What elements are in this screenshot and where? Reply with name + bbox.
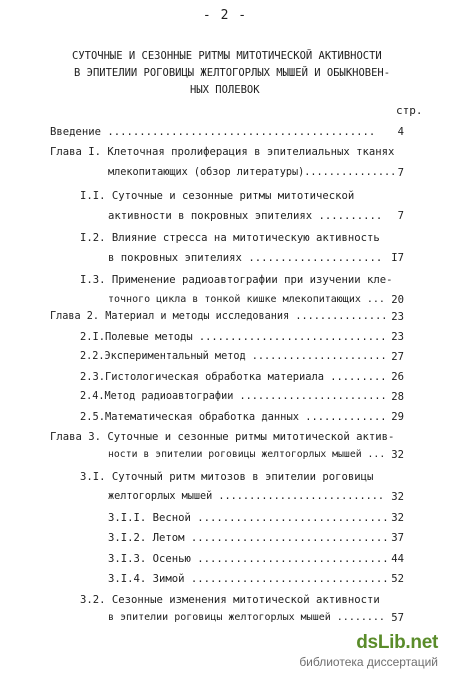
toc-entry-page: 4 — [397, 126, 404, 138]
toc-entry-text: млекопитающих (обзор литературы)............... — [108, 167, 397, 178]
watermark-subtitle: библиотека диссертаций — [299, 655, 438, 669]
toc-entry-text: Введение .......................................... — [50, 126, 376, 138]
toc-entry — [0, 508, 450, 528]
toc-entry-page: 28 — [391, 391, 404, 403]
toc-entry — [0, 590, 450, 610]
toc-entry-page: 23 — [391, 331, 404, 343]
toc-entry — [0, 427, 450, 447]
toc-entry-page: 32 — [391, 449, 404, 461]
title-line-2: В ЭПИТЕЛИИ РОГОВИЦЫ ЖЕЛТОГОРЛЫХ МЫШЕЙ И ОБЫКНОВЕН- — [74, 67, 391, 79]
toc-entry-text: 3.I. Суточный ритм митозов в эпителии роговицы — [80, 471, 374, 483]
toc-entry-text: 2.4.Метод радиоавтографии ........................ — [80, 391, 387, 402]
toc-entry-text: Глава 2. Материал и методы исследования ............... — [50, 311, 388, 322]
toc-entry — [0, 445, 450, 465]
toc-entry-text: Глава 3. Суточные и сезонные ритмы митотической актив- — [50, 431, 395, 443]
toc-entry — [0, 163, 450, 183]
toc-entry — [0, 347, 450, 367]
title-line-1: СУТОЧНЫЕ И СЕЗОННЫЕ РИТМЫ МИТОТИЧЕСКОЙ АКТИВНОСТИ — [72, 50, 382, 62]
toc-entry — [0, 387, 450, 407]
page-number: - 2 - — [202, 8, 248, 23]
toc-entry — [0, 270, 450, 290]
toc-entry-page: 44 — [391, 553, 404, 565]
toc-entry — [0, 367, 450, 387]
toc-entry-text: Глава I. Клеточная пролиферация в эпителиальных тканях — [50, 146, 395, 158]
toc-entry — [0, 569, 450, 589]
toc-entry-page: 23 — [391, 311, 404, 323]
toc-entry — [0, 307, 450, 327]
toc-entry-text: в покровных эпителиях ..................... — [108, 252, 383, 264]
title-line-3: НЫХ ПОЛЕВОК — [190, 84, 260, 96]
dslib-watermark — [299, 632, 438, 669]
toc-entry-text: I.3. Применение радиоавтографии при изучении кле- — [80, 274, 393, 286]
toc-entry — [0, 327, 450, 347]
toc-entry-text: 2.I.Полевые методы .............................. — [80, 331, 387, 343]
toc-entry-text: 3.I.4. Зимой ............................... — [108, 573, 389, 585]
toc-entry-text: I.2. Влияние стресса на митотическую активность — [80, 232, 380, 244]
toc-entry-text: точного цикла в тонкой кишке млекопитающих ... — [108, 294, 385, 305]
toc-entry-text: желтогорлых мышей ........................... — [108, 491, 385, 502]
toc-entry — [0, 549, 450, 569]
toc-entry — [0, 228, 450, 248]
toc-entry-page: 32 — [391, 512, 404, 524]
toc-entry-page: 32 — [391, 491, 404, 503]
toc-entry-page: 20 — [391, 294, 404, 306]
toc-entry — [0, 608, 450, 628]
toc-entry-text: 2.5.Математическая обработка данных ............. — [80, 411, 387, 423]
toc-entry-text: ности в эпителии роговицы желтогорлых мышей ... — [108, 449, 386, 460]
toc-entry-page: 7 — [397, 167, 404, 179]
toc-entry — [0, 122, 450, 142]
toc-entry-text: 3.I.I. Весной .............................. — [108, 512, 389, 524]
toc-entry — [0, 407, 450, 427]
watermark-logo: dsLib.net — [356, 632, 438, 653]
toc-entry — [0, 467, 450, 487]
toc-entry — [0, 248, 450, 268]
toc-entry-text: 2.2.Экспериментальный метод ...................... — [80, 351, 387, 362]
toc-entry-page: 7 — [397, 210, 404, 222]
document-title — [0, 48, 450, 99]
toc-entry — [0, 528, 450, 548]
toc-entry-page: 26 — [391, 371, 404, 383]
toc-entry-text: 2.3.Гистологическая обработка материала ......... — [80, 371, 387, 383]
toc-entry-text: активности в покровных эпителиях .......... — [108, 210, 383, 222]
toc-entry-text: 3.I.2. Летом ............................... — [108, 532, 389, 544]
toc-entry — [0, 186, 450, 206]
toc-entry-page: 37 — [391, 532, 404, 544]
toc-entry — [0, 142, 450, 162]
toc-entry-text: I.I. Суточные и сезонные ритмы митотической — [80, 190, 355, 202]
toc-entry — [0, 206, 450, 226]
toc-entry-text: в эпителии роговицы желтогорлых мышей ........ — [108, 612, 385, 623]
toc-entry-page: 29 — [391, 411, 404, 423]
page-column-label: стр. — [396, 104, 423, 117]
toc-entry-page: 27 — [391, 351, 404, 363]
toc-entry — [0, 487, 450, 507]
toc-entry-page: 52 — [391, 573, 404, 585]
toc-entry-page: I7 — [391, 252, 404, 264]
toc-entry-text: 3.2. Сезонные изменения митотической активности — [80, 594, 380, 606]
toc-entry-page: 57 — [391, 612, 404, 624]
toc-entry-text: 3.I.3. Осенью .............................. — [108, 553, 389, 565]
